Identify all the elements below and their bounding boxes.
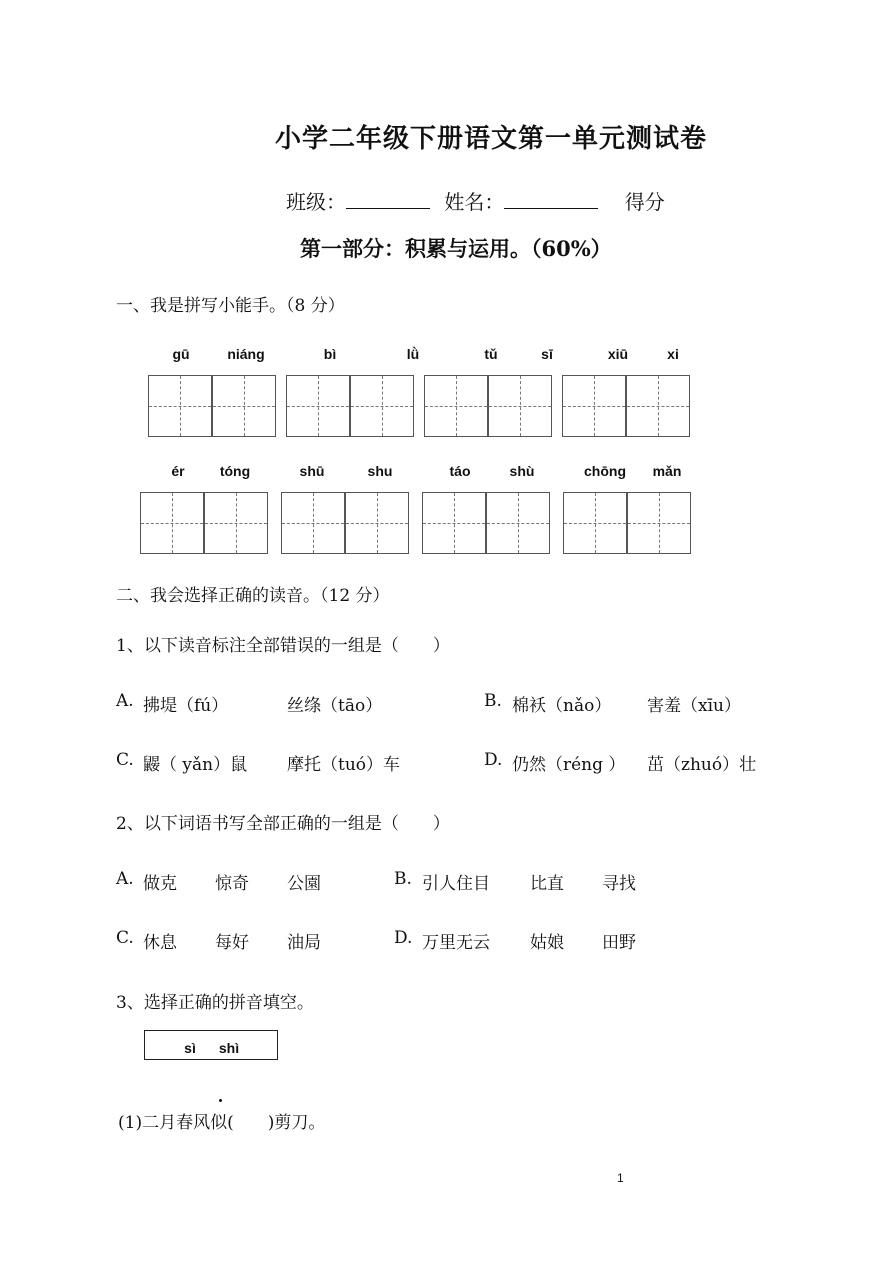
option-a-label[interactable]: A. <box>116 869 134 889</box>
writing-grid[interactable] <box>204 492 268 554</box>
option-b-label[interactable]: B. <box>394 869 412 889</box>
question-1: 1、以下读音标注全部错误的一组是（ ） <box>116 636 450 656</box>
writing-grid[interactable] <box>486 492 550 554</box>
option-text: 休息 <box>143 933 177 953</box>
class-label: 班级： <box>286 190 346 214</box>
pinyin-label: shù <box>509 463 535 479</box>
question-3: 3、选择正确的拼音填空。 <box>116 993 314 1013</box>
option-text: 丝绦（tāo） <box>287 696 383 716</box>
option-text: 茁（zhuó）壮 <box>647 755 757 775</box>
question-2: 2、以下词语书写全部正确的一组是（ ） <box>116 814 450 834</box>
pinyin-label: tóng <box>219 463 251 479</box>
option-text: 姑娘 <box>530 933 564 953</box>
option-text: 摩托（tuó）车 <box>287 755 401 775</box>
class-blank[interactable] <box>346 188 430 209</box>
writing-grid[interactable] <box>422 492 486 554</box>
option-text: 寻找 <box>602 874 636 894</box>
pinyin-label: chōng <box>584 463 626 479</box>
pinyin-label: ér <box>171 463 185 479</box>
option-text: 每好 <box>215 933 249 953</box>
option-text: 做克 <box>143 874 177 894</box>
part-title: 第一部分：积累与运用。（60%） <box>300 236 612 261</box>
writing-grid[interactable] <box>627 492 691 554</box>
option-text: 油局 <box>287 933 321 953</box>
pinyin-options-box <box>144 1030 278 1060</box>
option-c-label[interactable]: C. <box>116 928 134 948</box>
pinyin-label: gū <box>172 346 190 362</box>
option-text: 万里无云 <box>422 933 490 953</box>
option-text: 引人住目 <box>422 874 490 894</box>
option-text: 公園 <box>287 874 321 894</box>
name-blank[interactable] <box>504 188 598 209</box>
writing-grid[interactable] <box>563 492 627 554</box>
option-b-label[interactable]: B. <box>484 691 502 711</box>
writing-grid[interactable] <box>212 375 276 437</box>
pinyin-label: shū <box>299 463 325 479</box>
pinyin-label: lǜ <box>406 346 420 362</box>
pinyin-label: táo <box>449 463 471 479</box>
page-number: 1 <box>617 1171 624 1185</box>
writing-grid[interactable] <box>350 375 414 437</box>
option-text: 田野 <box>602 933 636 953</box>
section2-heading: 二、我会选择正确的读音。（12 分） <box>116 586 390 606</box>
pinyin-label: mǎn <box>652 463 682 479</box>
option-text: 鼹（ yǎn）鼠 <box>143 755 248 775</box>
page-title: 小学二年级下册语文第一单元测试卷 <box>274 124 707 154</box>
pinyin-label: xiū <box>607 346 629 362</box>
pinyin-option: shì <box>218 1040 240 1056</box>
pinyin-option: sì <box>184 1040 196 1056</box>
emphasis-dot <box>219 1099 222 1102</box>
option-text: 惊奇 <box>215 874 249 894</box>
pinyin-label: sī <box>541 346 553 362</box>
pinyin-label: xi <box>667 346 679 362</box>
writing-grid[interactable] <box>488 375 552 437</box>
pinyin-label: bì <box>323 346 337 362</box>
option-text: 仍然（réng ） <box>512 755 626 775</box>
pinyin-label: shu <box>367 463 393 479</box>
pinyin-label: tǔ <box>484 346 498 362</box>
option-d-label[interactable]: D. <box>394 928 413 948</box>
writing-grid[interactable] <box>140 492 204 554</box>
writing-grid[interactable] <box>281 492 345 554</box>
writing-grid[interactable] <box>562 375 626 437</box>
writing-grid[interactable] <box>148 375 212 437</box>
question-3-item-1: (1)二月春风似( )剪刀。 <box>118 1113 326 1133</box>
option-text: 棉袄（nǎo） <box>512 696 612 716</box>
option-d-label[interactable]: D. <box>484 750 503 770</box>
score-label: 得分 <box>624 190 665 214</box>
option-c-label[interactable]: C. <box>116 750 134 770</box>
student-info-line <box>286 186 665 215</box>
pinyin-label: niáng <box>227 346 265 362</box>
section1-heading: 一、我是拼写小能手。（8 分） <box>116 296 345 316</box>
option-text: 拂堤（fú） <box>143 696 229 716</box>
option-text: 比直 <box>530 874 564 894</box>
option-a-label[interactable]: A. <box>116 691 134 711</box>
writing-grid[interactable] <box>424 375 488 437</box>
writing-grid[interactable] <box>345 492 409 554</box>
option-text: 害羞（xīu） <box>647 696 741 716</box>
name-label: 姓名： <box>444 190 505 214</box>
writing-grid[interactable] <box>626 375 690 437</box>
writing-grid[interactable] <box>286 375 350 437</box>
